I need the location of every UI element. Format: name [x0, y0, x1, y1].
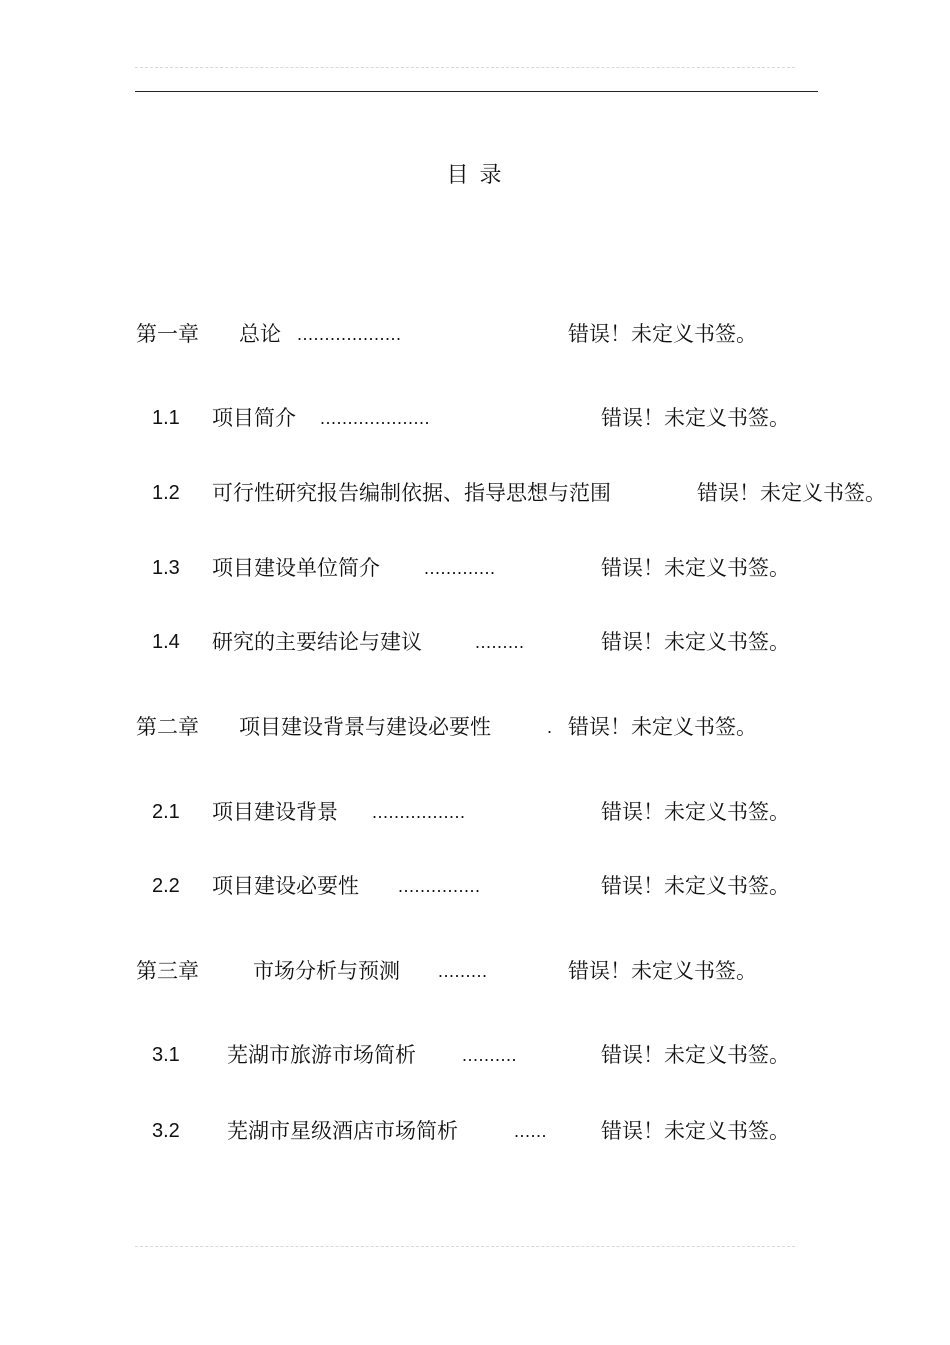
toc-entry-title: 芜湖市旅游市场简析	[227, 1043, 416, 1067]
toc-entry-page: 错误！未定义书签。	[568, 959, 757, 983]
toc-entry-page: 错误！未定义书签。	[601, 406, 790, 430]
toc-entry-title: 总论	[239, 322, 281, 346]
toc-entry-page: 错误！未定义书签。	[697, 481, 886, 505]
toc-entry-leader: ....................	[320, 408, 431, 428]
toc-entry-title: 项目建设必要性	[212, 874, 359, 898]
toc-entry-number: 1.4	[152, 631, 180, 653]
toc-entry-number: 3.2	[152, 1120, 180, 1142]
toc-entry-page: 错误！未定义书签。	[568, 322, 757, 346]
toc-entry-number: 第二章	[136, 715, 199, 739]
toc-entry-leader: ...................	[297, 324, 402, 344]
toc-title: 目 录	[446, 163, 504, 188]
toc-entry-1-1[interactable]	[0, 402, 950, 434]
toc-entry-leader: .............	[424, 558, 496, 578]
toc-entry-title: 项目建设背景	[212, 800, 338, 824]
toc-entry-leader: .........	[475, 632, 525, 652]
footer-dashed-rule	[135, 1246, 795, 1247]
toc-entry-page: 错误！未定义书签。	[601, 630, 790, 654]
toc-entry-title: 项目简介	[212, 406, 296, 430]
toc-entry-number: 第一章	[136, 322, 199, 346]
toc-entry-1-4[interactable]	[0, 626, 950, 658]
toc-entry-title: 可行性研究报告编制依据、指导思想与范围	[212, 481, 611, 505]
toc-entry-number: 第三章	[136, 959, 199, 983]
toc-entry-number: 3.1	[152, 1044, 180, 1066]
toc-entry-page: 错误！未定义书签。	[601, 1119, 790, 1143]
toc-entry-leader: ...............	[398, 876, 481, 896]
toc-entry-number: 1.1	[152, 407, 180, 429]
header-rule	[135, 91, 818, 92]
toc-entry-number: 2.1	[152, 801, 180, 823]
toc-entry-number: 1.2	[152, 482, 180, 504]
toc-entry-3-1[interactable]	[0, 1039, 950, 1071]
toc-entry-1-2[interactable]	[0, 477, 950, 509]
toc-entry-number: 2.2	[152, 875, 180, 897]
toc-entry-leader: .	[547, 717, 553, 737]
toc-entry-leader: ......	[514, 1121, 548, 1141]
toc-entry-1-3[interactable]	[0, 552, 950, 584]
toc-entry-number: 1.3	[152, 557, 180, 579]
toc-entry-3-2[interactable]	[0, 1115, 950, 1147]
toc-entry-title: 研究的主要结论与建议	[212, 630, 422, 654]
toc-entry-page: 错误！未定义书签。	[601, 800, 790, 824]
toc-entry-chapter-2[interactable]	[0, 711, 950, 743]
toc-entry-leader: ..........	[462, 1045, 518, 1065]
toc-entry-2-1[interactable]	[0, 796, 950, 828]
header-dashed-rule	[135, 67, 795, 68]
toc-entry-page: 错误！未定义书签。	[601, 556, 790, 580]
toc-entry-chapter-3[interactable]	[0, 955, 950, 987]
toc-entry-page: 错误！未定义书签。	[568, 715, 757, 739]
toc-entry-leader: .........	[438, 961, 488, 981]
toc-entry-title: 市场分析与预测	[253, 959, 400, 983]
toc-entry-chapter-1[interactable]	[0, 318, 950, 350]
toc-entry-page: 错误！未定义书签。	[601, 874, 790, 898]
toc-entry-title: 芜湖市星级酒店市场简析	[227, 1119, 458, 1143]
toc-entry-title: 项目建设背景与建设必要性	[239, 715, 491, 739]
toc-entry-leader: .................	[372, 802, 466, 822]
toc-entry-2-2[interactable]	[0, 870, 950, 902]
toc-entry-page: 错误！未定义书签。	[601, 1043, 790, 1067]
toc-entry-title: 项目建设单位简介	[212, 556, 380, 580]
